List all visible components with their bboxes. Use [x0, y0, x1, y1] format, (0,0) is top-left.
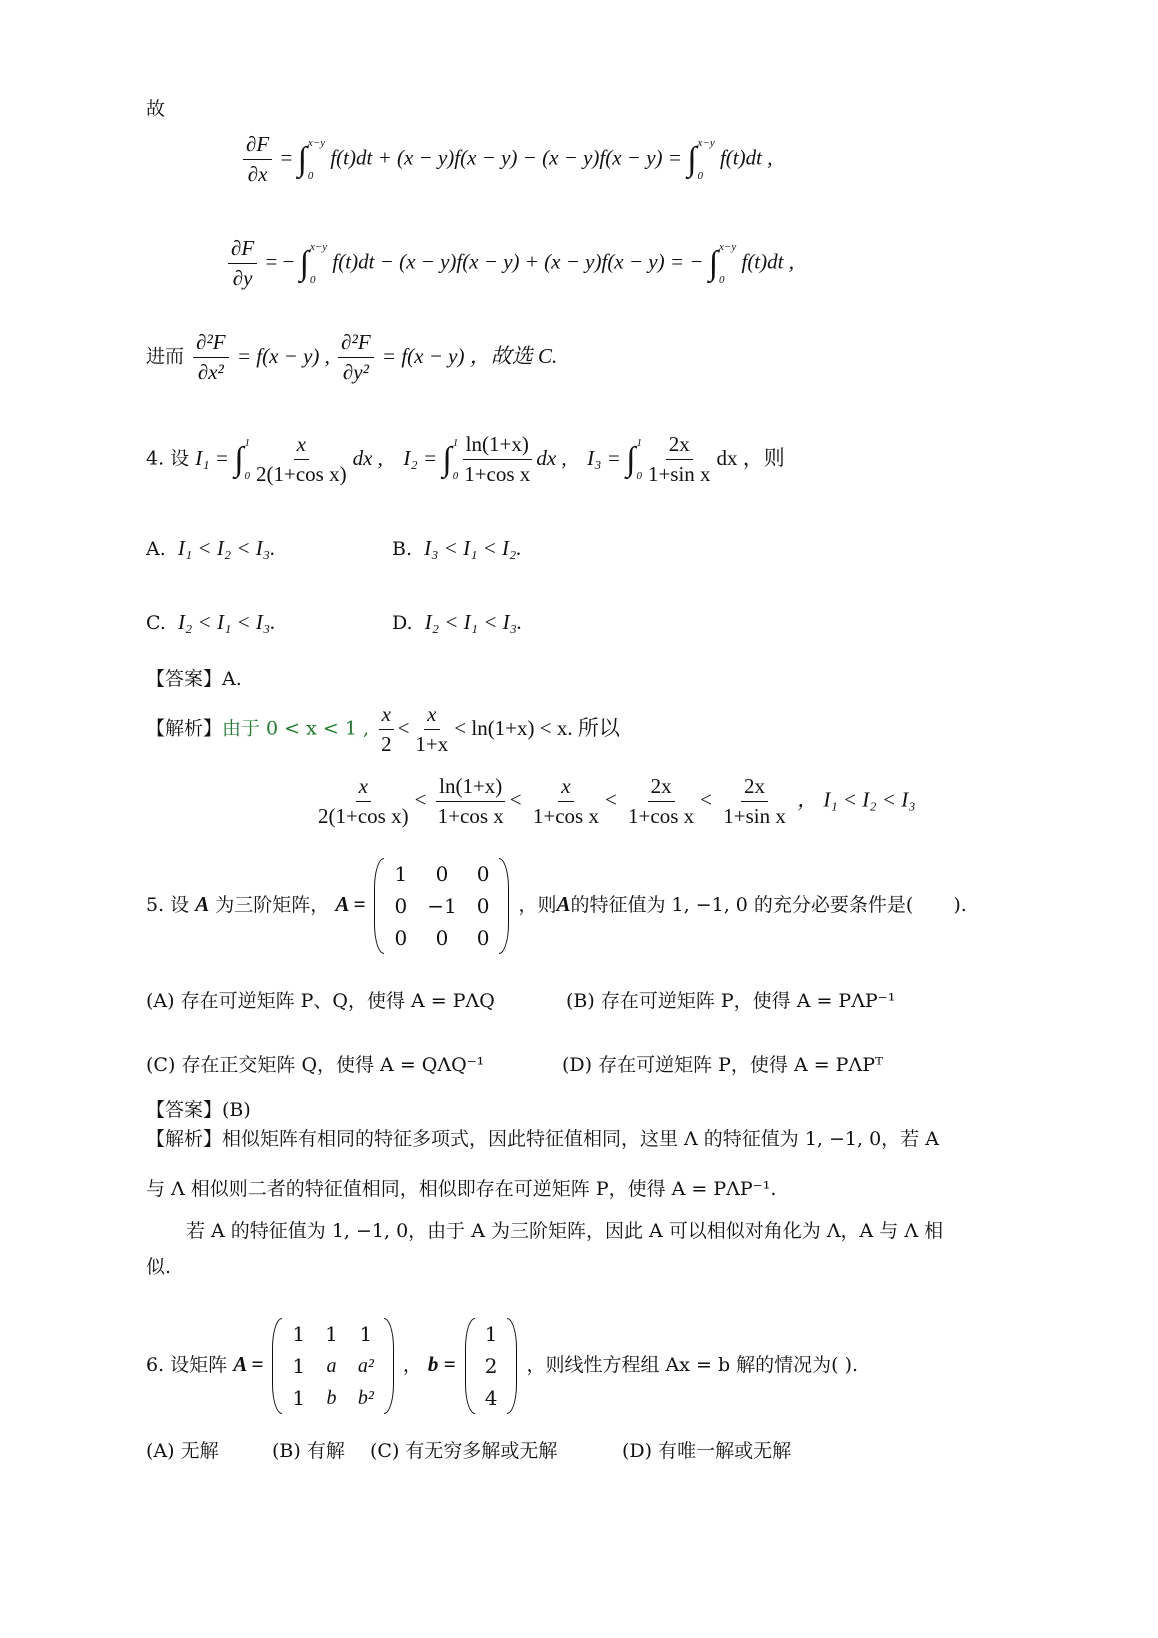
fraction-dF-dy: $\frac{\partial F}{\partial y}$	[228, 236, 257, 291]
integral-sign: ∫ x−y 0	[297, 137, 326, 182]
option-4a: A. I₁ < I₂ < I₃.	[146, 536, 276, 560]
equation-partial-x: $\frac{\partial F}{\partial x}$ = ∫ x−y 0 f(t)dt + (x − y)f(x − y) − (x − y)f(x − y) = ∫ x−y 0 f(t)dt ,	[240, 132, 772, 187]
matrix-lambda: 1 0 0 0 −1 0 0 0 0	[374, 858, 509, 954]
fraction-d2F-dx2: $\frac{\text{∂²F}}{\text{∂x²}}$	[193, 330, 229, 385]
answer-4: 【答案】A.	[146, 668, 242, 690]
fraction-d2F-dy2: $\frac{\text{∂²F}}{\text{∂y²}}$	[338, 330, 374, 385]
analysis-4: 【解析】由于 0 < x < 1 , $\frac{x}{2}$ < $\frac{x}{1+x}$ < ln(1+x) < x. 所以	[146, 702, 620, 757]
vector-b: 1 2 4	[465, 1318, 518, 1414]
integral-sign: ∫ 1 0	[234, 437, 251, 482]
option-5a: (A) 存在可逆矩阵 P、Q，使得 A = PΛQ	[146, 990, 495, 1012]
option-4c: C. I₂ < I₁ < I₃.	[146, 610, 276, 634]
question-5: 5. 设 A 为三阶矩阵， A = 1 0 0 0 −1 0 0 0 0 ，则A的特征值为 1, −1, 0 的充分必要条件是( ).	[146, 858, 967, 954]
integral-sign: ∫ x−y 0	[299, 241, 328, 286]
equation-partial-y: $\frac{\partial F}{\partial y}$ = − ∫ x−y 0 f(t)dt − (x − y)f(x − y) + (x − y)f(x − y) = − ∫ x−y 0 f(t)dt ,	[225, 236, 794, 291]
option-4b: B. I₃ < I₁ < I₂.	[392, 536, 522, 560]
option-4d: D. I₂ < I₁ < I₃.	[392, 610, 523, 634]
answer-5: 【答案】(B)	[146, 1099, 251, 1121]
inequality-chain: $\frac{x}{\text{2(1+cos x)}}$ < $\frac{\ln(1+x)}{\text{1+cos x}}$ < $\frac{x}{\text{1+cos x}}$ < $\frac{2x}{\text{1+cos x}}$ < $\frac{2x}{\text{1+sin x}}$ ， I₁ < I₂ < I₃	[318, 774, 916, 829]
analysis-5-line2: 与 Λ 相似则二者的特征值相同，相似即存在可逆矩阵 P，使得 A = PΛP⁻¹.	[146, 1178, 777, 1200]
analysis-5-line3: 若 A 的特征值为 1, −1, 0，由于 A 为三阶矩阵，因此 A 可以相似对角化为 Λ，A 与 Λ 相	[186, 1220, 944, 1242]
equation-second-partials: 进而 $\frac{\text{∂²F}}{\text{∂x²}}$ = f(x − y) , $\frac{\text{∂²F}}{\text{∂y²}}$ = f(x − y) ，故选 C.	[146, 330, 558, 385]
option-6d: (D) 有唯一解或无解	[622, 1440, 792, 1462]
option-5d: (D) 存在可逆矩阵 P，使得 A = PΛPᵀ	[562, 1054, 883, 1076]
question-4: 4. 设 I₁ = ∫ 1 0 $\frac{x}{\text{2(1+cos x)}}$ dx , I₂ = ∫ 1 0 $\frac{\ln(1+x)}{\text{1+cos x}}$ dx , I₃ = ∫ 1 0 $\frac{2x}{\text{1+sin x}}$ dx ，则	[146, 432, 785, 487]
option-5b: (B) 存在可逆矩阵 P，使得 A = PΛP⁻¹	[566, 990, 896, 1012]
matrix-A: 1 1 1 1 a a² 1 b b²	[272, 1318, 393, 1414]
option-6b: (B) 有解	[272, 1440, 345, 1462]
option-6a: (A) 无解	[146, 1440, 219, 1462]
integral-sign: ∫ 1 0	[442, 437, 459, 482]
integral-sign: ∫ 1 0	[626, 437, 642, 482]
analysis-5-line1: 【解析】相似矩阵有相同的特征多项式，因此特征值相同，这里 Λ 的特征值为 1, −1, 0，若 A	[146, 1128, 939, 1150]
gu-text: 故	[146, 98, 166, 120]
option-5c: (C) 存在正交矩阵 Q，使得 A = QΛQ⁻¹	[146, 1054, 485, 1076]
integral-sign: ∫ x−y 0	[708, 241, 737, 286]
analysis-5-line4: 似.	[146, 1256, 172, 1278]
option-6c: (C) 有无穷多解或无解	[370, 1440, 558, 1462]
fraction-dF-dx: $\frac{\partial F}{\partial x}$	[243, 132, 272, 187]
integral-sign: ∫ x−y 0	[687, 137, 715, 182]
question-6: 6. 设矩阵 A = 1 1 1 1 a a² 1 b b² ， b = 1 2 4 ，则线性方程组 Ax = b 解的情况为( ).	[146, 1318, 858, 1414]
